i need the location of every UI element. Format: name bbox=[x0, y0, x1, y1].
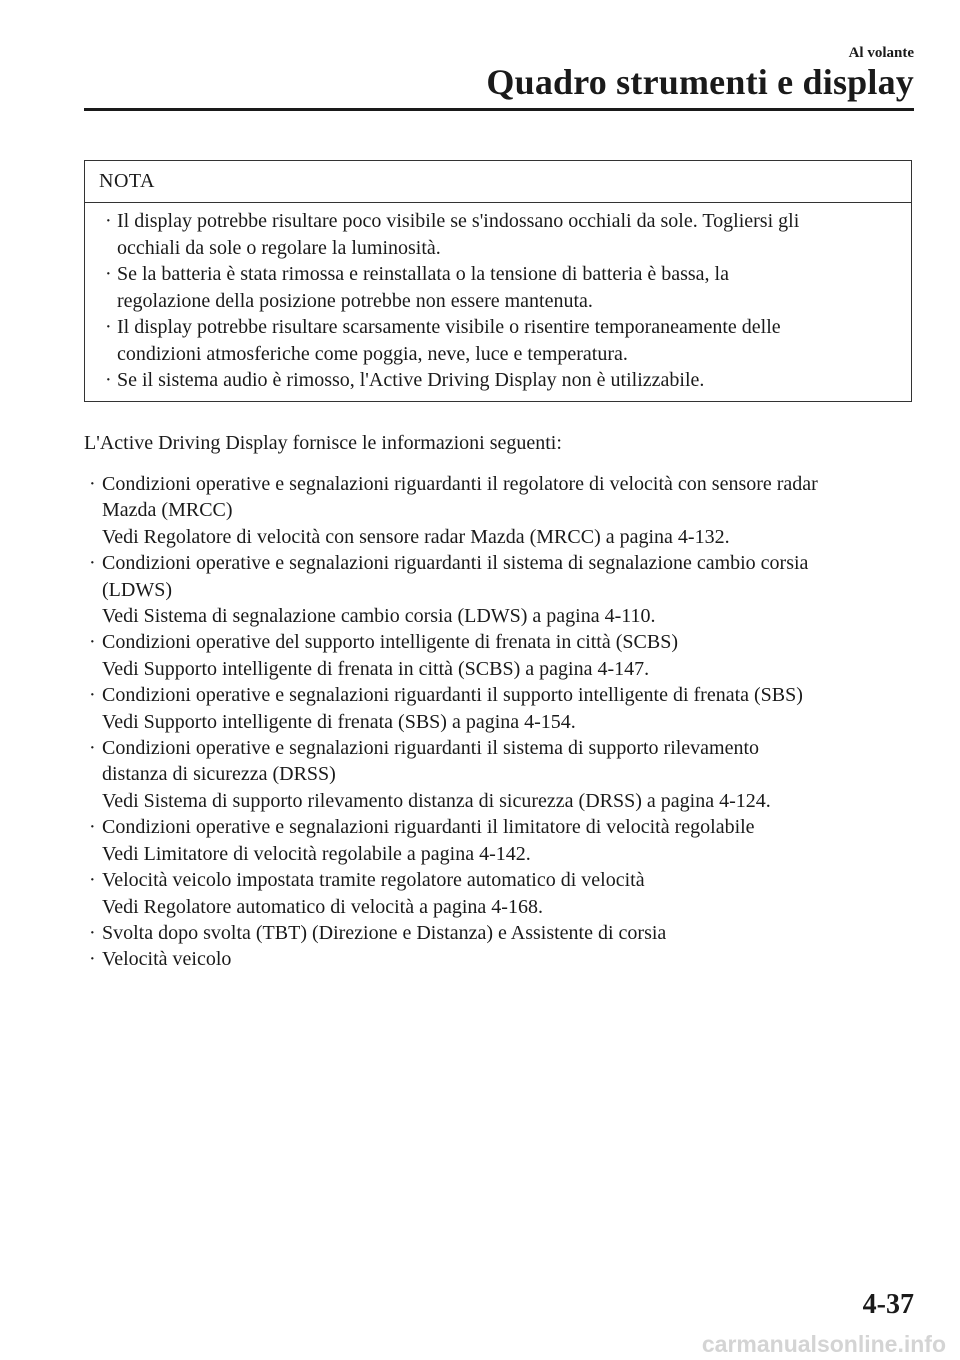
bullet-icon: · bbox=[89, 869, 96, 892]
list-item bbox=[84, 867, 924, 920]
list-item-line: Condizioni operative e segnalazioni riguardanti il regolatore di velocità con sensore radar bbox=[102, 473, 818, 495]
section-label: Al volante bbox=[848, 45, 914, 61]
cross-reference: Vedi Supporto intelligente di frenata in città (SCBS) a pagina 4-147. bbox=[102, 657, 650, 680]
note-item-line: Se la batteria è stata rimossa e reinstallata o la tensione di batteria è bassa, la bbox=[117, 263, 729, 285]
list-item bbox=[84, 629, 924, 682]
bullet-icon: · bbox=[89, 737, 96, 760]
page-title: Quadro strumenti e display bbox=[486, 62, 914, 102]
bullet-icon: · bbox=[105, 263, 112, 285]
list-item bbox=[84, 682, 924, 735]
note-heading: NOTA bbox=[85, 161, 911, 203]
cross-reference: Vedi Sistema di supporto rilevamento distanza di sicurezza (DRSS) a pagina 4-124. bbox=[102, 789, 771, 812]
watermark: carmanualsonline.info bbox=[701, 1331, 946, 1357]
list-item bbox=[84, 920, 924, 946]
list-item-line: Condizioni operative e segnalazioni riguardanti il supporto intelligente di frenata (SBS) bbox=[102, 684, 803, 707]
bullet-icon: · bbox=[89, 816, 96, 839]
page-number: 4-37 bbox=[862, 1289, 914, 1320]
bullet-icon: · bbox=[105, 316, 112, 338]
bullet-icon: · bbox=[105, 210, 112, 232]
note-item-line: regolazione della posizione potrebbe non essere mantenuta. bbox=[117, 289, 593, 312]
note-list bbox=[85, 203, 911, 401]
list-item-line: Condizioni operative e segnalazioni riguardanti il sistema di segnalazione cambio corsia bbox=[102, 552, 809, 575]
note-item-line: Se il sistema audio è rimosso, l'Active Driving Display non è utilizzabile. bbox=[117, 369, 705, 391]
bullet-icon: · bbox=[89, 631, 96, 654]
list-item bbox=[84, 550, 924, 629]
note-item bbox=[105, 261, 901, 314]
cross-reference: Vedi Sistema di segnalazione cambio corsia (LDWS) a pagina 4-110. bbox=[102, 605, 656, 628]
info-list bbox=[84, 471, 924, 973]
list-item bbox=[84, 471, 924, 550]
list-item-line: Condizioni operative e segnalazioni riguardanti il sistema di supporto rilevamento bbox=[102, 737, 760, 760]
bullet-icon: · bbox=[89, 552, 96, 575]
bullet-icon: · bbox=[89, 473, 96, 495]
bullet-icon: · bbox=[89, 921, 96, 944]
list-item-line: Svolta dopo svolta (TBT) (Direzione e Distanza) e Assistente di corsia bbox=[102, 921, 667, 944]
list-item bbox=[84, 814, 924, 867]
list-item-line: Velocità veicolo bbox=[102, 948, 232, 971]
note-item-line: Il display potrebbe risultare poco visibile se s'indossano occhiali da sole. Togliersi gli bbox=[117, 210, 800, 232]
list-item bbox=[84, 735, 924, 814]
intro-paragraph: L'Active Driving Display fornisce le informazioni seguenti: bbox=[84, 432, 562, 454]
list-item-line: Condizioni operative del supporto intelligente di frenata in città (SCBS) bbox=[102, 631, 678, 654]
list-item-line: Condizioni operative e segnalazioni riguardanti il limitatore di velocità regolabile bbox=[102, 816, 755, 839]
note-item bbox=[105, 367, 901, 394]
note-item bbox=[105, 314, 901, 367]
cross-reference: Vedi Limitatore di velocità regolabile a pagina 4-142. bbox=[102, 842, 531, 865]
cross-reference: Vedi Supporto intelligente di frenata (SBS) a pagina 4-154. bbox=[102, 710, 576, 733]
bullet-icon: · bbox=[89, 948, 96, 971]
list-item bbox=[84, 946, 924, 972]
list-item-line: distanza di sicurezza (DRSS) bbox=[102, 763, 336, 786]
cross-reference: Vedi Regolatore di velocità con sensore radar Mazda (MRCC) a pagina 4-132. bbox=[102, 525, 730, 548]
list-item-line: (LDWS) bbox=[102, 578, 172, 601]
list-item-line: Mazda (MRCC) bbox=[102, 499, 233, 522]
cross-reference: Vedi Regolatore automatico di velocità a pagina 4-168. bbox=[102, 895, 543, 918]
note-item-line: Il display potrebbe risultare scarsamente visibile o risentire temporaneamente delle bbox=[117, 316, 781, 338]
header-divider bbox=[84, 108, 914, 111]
list-item-line: Velocità veicolo impostata tramite regolatore automatico di velocità bbox=[102, 869, 645, 892]
bullet-icon: · bbox=[89, 684, 96, 707]
note-item-line: condizioni atmosferiche come poggia, neve, luce e temperatura. bbox=[117, 342, 628, 365]
note-box bbox=[84, 160, 912, 402]
note-item bbox=[105, 208, 901, 261]
bullet-icon: · bbox=[105, 369, 112, 391]
note-item-line: occhiali da sole o regolare la luminosità. bbox=[117, 236, 441, 259]
